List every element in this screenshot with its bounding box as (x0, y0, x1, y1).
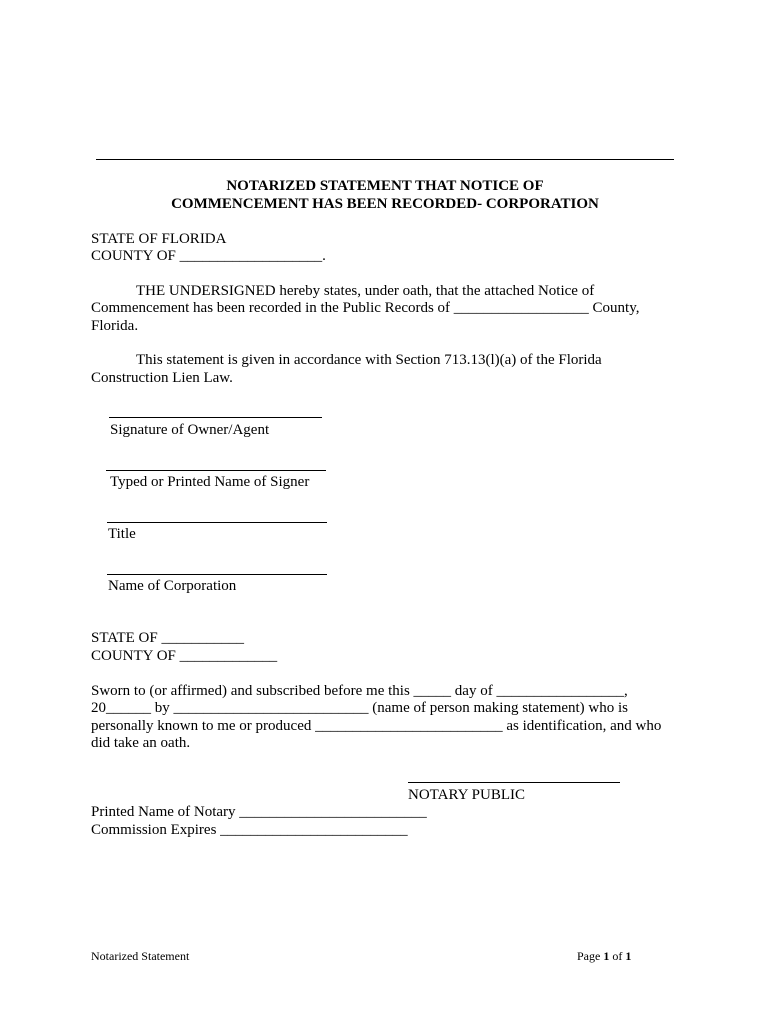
signature-owner-label: Signature of Owner/Agent (110, 422, 270, 438)
printed-name-label: Typed or Printed Name of Signer (110, 474, 310, 490)
page-of: of (612, 949, 623, 963)
document-title-line-1: NOTARIZED STATEMENT THAT NOTICE OF (226, 178, 544, 194)
paragraph-1-line-2: Commencement has been recorded in the Public Records of __________________ County, (91, 300, 640, 316)
state-2-line: STATE OF ___________ (91, 630, 244, 646)
state-line: STATE OF FLORIDA (91, 231, 227, 247)
sworn-line-4: did take an oath. (91, 735, 191, 751)
printed-notary-line: Printed Name of Notary _________________________ (91, 804, 427, 820)
paragraph-1-line-1: THE UNDERSIGNED hereby states, under oath, that the attached Notice of (136, 283, 595, 299)
printed-name-line (106, 470, 326, 471)
county-2-line: COUNTY OF _____________ (91, 648, 278, 664)
notary-public-label: NOTARY PUBLIC (408, 787, 526, 803)
sworn-line-2: 20______ by __________________________ (name of person making statement) who is (91, 700, 629, 716)
corporation-label: Name of Corporation (108, 578, 237, 594)
document-title-line-2: COMMENCEMENT HAS BEEN RECORDED- CORPORATION (171, 196, 599, 212)
commission-expires-line: Commission Expires _________________________ (91, 822, 408, 838)
notary-signature-line (408, 782, 620, 783)
page-current: 1 (603, 949, 610, 963)
footer-left-text: Notarized Statement (91, 949, 190, 963)
corporation-line (107, 574, 327, 575)
page-total: 1 (625, 949, 632, 963)
sworn-line-1: Sworn to (or affirmed) and subscribed before me this _____ day of _________________, (91, 683, 628, 699)
page-number (577, 947, 631, 965)
title-label: Title (108, 526, 136, 542)
page-word: Page (577, 949, 601, 963)
title-line (107, 522, 327, 523)
paragraph-2-line-1: This statement is given in accordance with Section 713.13(l)(a) of the Florida (136, 352, 602, 368)
county-line: COUNTY OF ___________________. (91, 248, 326, 264)
paragraph-1-line-3: Florida. (91, 318, 139, 334)
header-rule (96, 159, 674, 160)
signature-owner-line (109, 417, 322, 418)
paragraph-2-line-2: Construction Lien Law. (91, 370, 233, 386)
sworn-line-3: personally known to me or produced _________________________ as identification, and who (91, 718, 662, 734)
